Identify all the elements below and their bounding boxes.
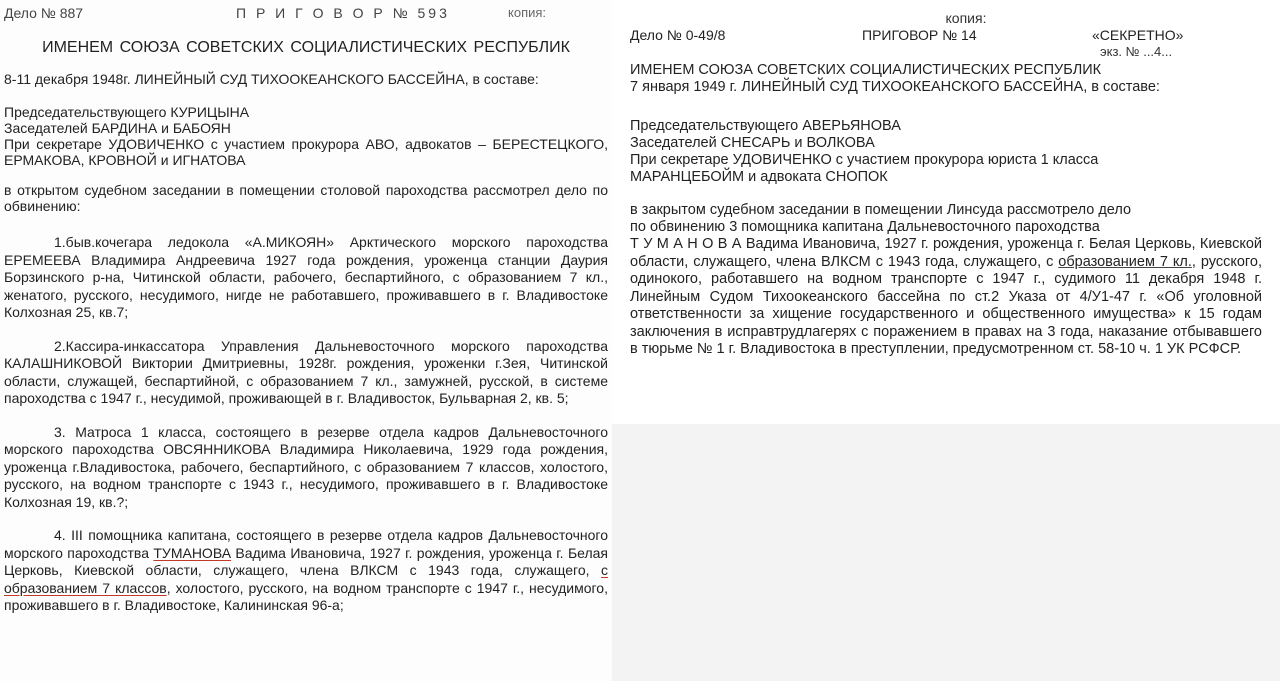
defendant-item-1: 1.быв.кочегара ледокола «А.МИКОЯН» Арктического морского пароходства ЕРЕМЕЕВА Владимира Андреевича 1927 года рождения, уроженца станции Даурия Борзинского р-на, Читинской области, рабочего, беспартийного, с образованием 7 кл., женатого, русского, несудимого, нигде не работавшего, проживавшего в г. Владивостоке Колхозная 25, кв.7; — [4, 234, 608, 320]
case-number: Дело № 887 — [4, 5, 84, 21]
union-title: ИМЕНЕМ СОЮЗА СОВЕТСКИХ СОЦИАЛИСТИЧЕСКИХ РЕСПУБЛИК — [42, 39, 570, 56]
item-4-intro: 4. III помощника капитана, состоящего в резерве отдела кадров Дальневосточного морского пароходства — [4, 527, 608, 561]
copy-mark: копия: — [945, 10, 987, 26]
presiding-judge: Председательствующего КУРИЦЫНА — [4, 104, 250, 120]
right-document-sheet — [612, 0, 1280, 424]
secretary-line: При секретаре УДОВИЧЕНКО с участием прокурора АВО, адвокатов – БЕРЕСТЕЦКОГО, ЕРМАКОВА, КРОВНОЙ и ИГНАТОВА — [4, 136, 608, 168]
left-document-header — [4, 4, 608, 24]
verdict-14-document — [612, 0, 1280, 681]
body-rest: , русского, одинокого, работавшего на водном транспорте с 1947 г., судимого 11 декабря 1948 г. Линейным Судом Тихоокеанского бассейна по ст.2 Указа от 4/У1-47 г. «Об уголовной ответственности за хищение государственного и общественного имущества» к 15 годам заключения в исправтрудлагерях с поражением в правах на 3 года, наказание отбывавшего в тюрьме № 1 г. Владивостока в преступлении, предусмотренном ст. 58-10 ч. 1 УК РСФСР. — [630, 253, 1262, 357]
verdict-title: ПРИГОВОР № 14 — [862, 27, 977, 43]
presiding-judge: Председательствующего АВЕРЬЯНОВА — [630, 118, 901, 134]
assessors: Заседателей БАРДИНА и БАБОЯН — [4, 120, 231, 136]
closed-session — [630, 202, 1262, 236]
copy-mark: копия: — [508, 5, 547, 20]
body-intro: Т У М А Н О В А Вадима Ивановича, 1927 г. рождения, уроженца г. Белая Церковь, Киевской области, служащего, члена ВЛКСМ с 1943 года, служащего, с — [630, 236, 1262, 270]
defendant-item-4 — [4, 527, 608, 615]
assessors: Заседателей СНЕСАРЬ и ВОЛКОВА — [630, 135, 875, 151]
defendant-item-3: 3. Матроса 1 класса, состоящего в резерве отдела кадров Дальневосточного морского пароходства ОВСЯННИКОВА Владимира Николаевича, 1929 года рождения, уроженца г.Владивостока, рабочего, беспартийного, с образованием 7 классов, холостого, русского, на водном транспорте с 1943 г., несудимого, проживавшего в г. Владивостоке Колхозная 19, кв.?; — [4, 423, 608, 510]
education-underlined: образованием 7 кл. — [1058, 253, 1192, 270]
secretary-line-2: МАРАНЦЕБОЙМ и адвоката СНОПОК — [630, 169, 888, 185]
open-session-line: в открытом судебном заседании в помещении столовой пароходства рассмотрел дело по обвинению: — [4, 182, 608, 214]
verdict-593-document — [0, 0, 612, 681]
education-underlined: с образованием 7 классов — [4, 562, 608, 596]
verdict-body — [630, 236, 1262, 359]
tumanov-name-underlined: ТУМАНОВА — [153, 544, 232, 561]
secretary-line-1: При секретаре УДОВИЧЕНКО с участием прокурора юриста 1 класса — [630, 152, 1099, 168]
court-composition — [4, 104, 608, 168]
case-number: Дело № 0-49/8 — [630, 27, 726, 43]
item-4-rest: , холостого, русского, на водном транспорте с 1947 г., несудимого, проживавшего в г. Владивостоке, Калининская 96-а; — [4, 579, 608, 613]
verdict-title: П Р И Г О В О Р № 593 — [236, 5, 450, 21]
date-court-line: 8-11 декабря 1948г. ЛИНЕЙНЫЙ СУД ТИХООКЕАНСКОГО БАССЕЙНА, в составе: — [4, 71, 539, 87]
secret-mark: «СЕКРЕТНО» — [1092, 27, 1184, 43]
closed-session-line-2: по обвинению 3 помощника капитана Дальневосточного пароходства — [630, 219, 1100, 235]
defendant-item-2: 2.Кассира-инкассатора Управления Дальневосточного морского пароходства КАЛАШНИКОВОЙ Виктории Дмитриевны, 1928г. рождения, уроженки г.Зея, Читинской области, служащей, беспартийной, с образованием 7 кл., замужней, русской, в системе пароходства с 1947 г., несудимой, проживающей в г. Владивосток, Бульварная 2, кв. 5; — [4, 337, 608, 406]
union-title: ИМЕНЕМ СОЮЗА СОВЕТСКИХ СОЦИАЛИСТИЧЕСКИХ РЕСПУБЛИК — [630, 62, 1102, 78]
date-court-line: 7 января 1949 г. ЛИНЕЙНЫЙ СУД ТИХООКЕАНСКОГО БАССЕЙНА, в составе: — [630, 79, 1160, 95]
right-document-header — [630, 26, 1262, 44]
exemplar-number: экз. № ...4... — [1100, 44, 1173, 59]
court-composition — [630, 118, 1262, 186]
item-4-details: Вадима Ивановича, 1927 г. рождения, уроженца г. Белая Церковь, Киевской области, служащего, члена ВЛКСМ с 1943 года, служащего, — [4, 544, 608, 578]
closed-session-line-1: в закрытом судебном заседании в помещении Линсуда рассмотрело дело — [630, 202, 1132, 218]
